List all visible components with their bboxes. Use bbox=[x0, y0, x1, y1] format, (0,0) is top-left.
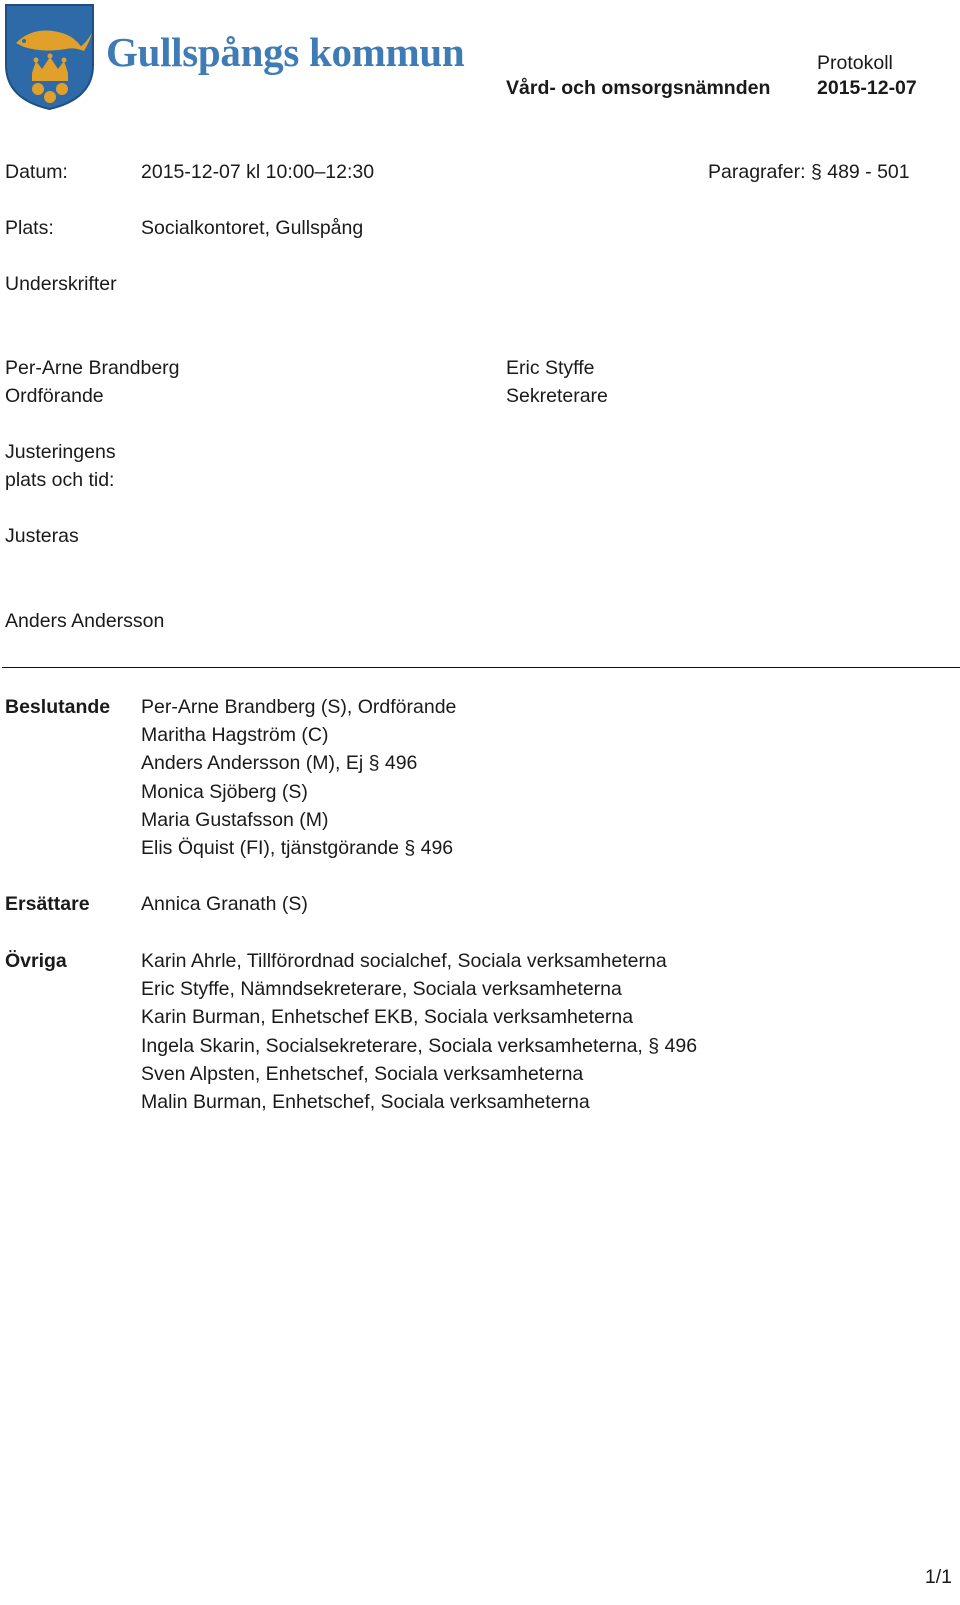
list-item: Karin Burman, Enhetschef EKB, Sociala verksamheterna bbox=[141, 1006, 634, 1029]
place-label: Plats: bbox=[5, 217, 54, 239]
list-item: Anders Andersson (M), Ej § 496 bbox=[141, 752, 418, 775]
document-date: 2015-12-07 bbox=[817, 77, 917, 99]
list-item: Eric Styffe, Nämndsekreterare, Sociala verksamheterna bbox=[141, 978, 622, 1001]
section-divider bbox=[2, 667, 960, 668]
page-number: 1/1 bbox=[924, 1566, 952, 1588]
document-type: Protokoll bbox=[817, 52, 893, 74]
list-item: Annica Granath (S) bbox=[141, 893, 308, 915]
list-item: Maria Gustafsson (M) bbox=[141, 808, 329, 831]
others-label: Övriga bbox=[5, 950, 67, 972]
chair-role: Ordförande bbox=[5, 385, 104, 407]
substitutes-label: Ersättare bbox=[5, 893, 90, 915]
committee-name: Vård- och omsorgsnämnden bbox=[506, 77, 771, 99]
adjustment-label-line1: Justeringens bbox=[5, 441, 116, 463]
decision-makers-list bbox=[141, 693, 456, 862]
adjustment-label-line2: plats och tid: bbox=[5, 469, 115, 491]
signatures-heading: Underskrifter bbox=[5, 273, 117, 295]
decision-makers-label: Beslutande bbox=[5, 696, 111, 718]
secretary-name: Eric Styffe bbox=[506, 357, 595, 379]
date-label: Datum: bbox=[5, 161, 68, 183]
paragraphs-range: Paragrafer: § 489 - 501 bbox=[708, 161, 910, 183]
date-value: 2015-12-07 kl 10:00–12:30 bbox=[141, 161, 375, 183]
list-item: Karin Ahrle, Tillförordnad socialchef, Sociala verksamheterna bbox=[141, 950, 667, 972]
list-item: Maritha Hagström (C) bbox=[141, 724, 329, 747]
secretary-role: Sekreterare bbox=[506, 385, 608, 407]
list-item: Ingela Skarin, Socialsekreterare, Sociala verksamheterna, § 496 bbox=[141, 1034, 698, 1057]
list-item: Elis Öquist (FI), tjänstgörande § 496 bbox=[141, 837, 454, 860]
adjusted-label: Justeras bbox=[5, 525, 79, 547]
list-item: Per-Arne Brandberg (S), Ordförande bbox=[141, 696, 457, 718]
others-list bbox=[141, 947, 697, 1116]
list-item: Sven Alpsten, Enhetschef, Sociala verksamheterna bbox=[141, 1062, 584, 1085]
municipality-coat-of-arms-logo bbox=[4, 3, 95, 111]
list-item: Malin Burman, Enhetschef, Sociala verksamheterna bbox=[141, 1091, 590, 1114]
substitutes-list bbox=[141, 890, 308, 918]
place-value: Socialkontoret, Gullspång bbox=[141, 217, 364, 239]
adjuster-name: Anders Andersson bbox=[5, 610, 165, 632]
chair-name: Per-Arne Brandberg bbox=[5, 357, 180, 379]
municipality-name: Gullspångs kommun bbox=[106, 29, 465, 75]
list-item: Monica Sjöberg (S) bbox=[141, 780, 308, 803]
